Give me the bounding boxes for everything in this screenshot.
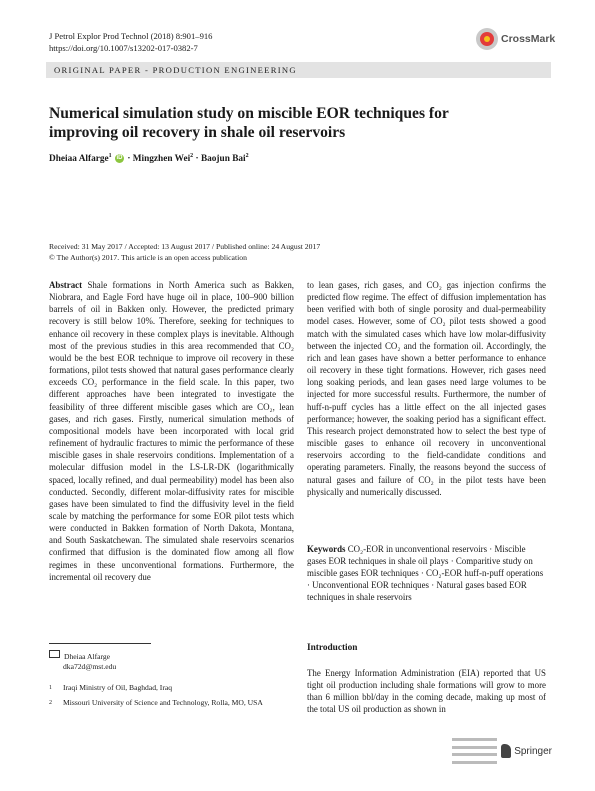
corresponding-author — [49, 651, 116, 672]
crossmark-icon — [476, 28, 498, 50]
envelope-icon — [49, 650, 60, 658]
crossmark-label: CrossMark — [501, 33, 556, 45]
journal-header — [49, 30, 212, 54]
journal-doi[interactable]: https://doi.org/10.1007/s13202-017-0382-7 — [49, 43, 198, 53]
author-list — [49, 154, 249, 164]
history-dates: Received: 31 May 2017 / Accepted: 13 August 2017 / Published online: 24 August 2017 — [49, 242, 321, 251]
affiliation-text: Missouri University of Science and Technology, Rolla, MO, USA — [63, 698, 263, 707]
journal-citation: J Petrol Explor Prod Technol (2018) 8:901–916 — [49, 31, 213, 41]
corresponding-name: Dheiaa Alfarge — [64, 652, 111, 661]
abstract-column-1 — [49, 279, 294, 583]
introduction-heading: Introduction — [307, 643, 358, 653]
crossmark-badge[interactable] — [476, 26, 556, 52]
keywords-label: Keywords — [307, 544, 346, 554]
article-dates — [49, 241, 320, 263]
publisher-name: Springer — [514, 745, 552, 757]
springer-horse-icon — [501, 744, 511, 758]
author-affil-sup: 2 — [190, 152, 194, 159]
affiliation-1 — [49, 683, 294, 693]
author-separator: · — [195, 154, 199, 164]
affiliation-text: Iraqi Ministry of Oil, Baghdad, Iraq — [63, 683, 173, 692]
paper-title: Numerical simulation study on miscible EOR techniques for improving oil recovery in shale oil reservoirs — [49, 105, 449, 141]
keywords-text: CO₂-EOR in unconventional reservoirs · Miscible gases EOR techniques in shale oil plays · Comparitive study on miscible gases EOR techniques · CO₂-EOR huff-n-puff operations · Unconventional EOR techniques · Natural gases based EOR techniques in shale reservoirs — [307, 544, 544, 603]
author-separator: · — [127, 154, 131, 164]
abstract-column-2 — [307, 279, 546, 498]
author-name[interactable]: Mingzhen Wei — [132, 154, 191, 164]
orcid-icon[interactable]: iD — [116, 155, 123, 162]
abstract-text-2: to lean gases, rich gases, and CO₂ gas injection confirms the predicted flow regime. The effect of diffusion implementation has been verified with both of single porosity and dual-permeability model cases. However, some of CO₂ pilot tests showed a good match with the simulated cases which have low molar-diffusivity between the injected CO₂ and the formation oil. Accordingly, the rich and lean gases have shown a better performance to enhance oil recovery in these tight formations. However, rich gases need long soaking periods, and lean gases need large volumes to be injected for more successful results. Furthermore, the number of huff-n-puff cycles has a little effect on the all injected gases performance; however, the soaking period has a significant effect. This research project demonstrated how to select the best type of miscible gases to enhance oil recovery in unconventional reservoirs according to the field-candidate conditions and operating parameters. Finally, the reasons beyond the success of natural gases and failure of CO₂ in the pilot tests have been physically and numerically discussed. — [307, 280, 546, 497]
copyright-line: © The Author(s) 2017. This article is an open access publication — [49, 253, 247, 262]
open-access-badge — [452, 738, 497, 764]
author-name[interactable]: Dheiaa Alfarge — [49, 154, 109, 164]
corresponding-email[interactable]: dka72d@mst.edu — [63, 662, 117, 672]
affiliation-number: 1 — [49, 685, 52, 691]
keywords-block — [307, 543, 546, 603]
publisher-logo — [452, 736, 552, 766]
affiliation-2 — [49, 698, 294, 708]
affiliation-number: 2 — [49, 700, 52, 706]
abstract-text-1: Shale formations in North America such as Bakken, Niobrara, and Eagle Ford have huge oil in place, 100–900 billion barrels of oil in Bakken only. However, the predicted primary recovery is still below 10%. Therefore, seeking for techniques to enhance oil recovery in these complex plays is inevitable. Although most of the previous studies in this area recommended that CO₂ would be the best EOR technique to improve oil recovery in these formations, pilot tests showed that natural gases performance clearly exceeds CO₂ performance in the field scale. In this paper, two different approaches have been integrated to investigate the feasibility of three different miscible gases which are CO₂, lean gases, and rich gases. Firstly, numerical simulation methods of compositional models have been incorporated with local grid refinement of hydraulic fractures to mimic the performance of these miscible gases in shale reservoirs conditions. Implementation of a molecular diffusion model in the LS-LR-DK (logarithmically spaced, locally refined, and dual permeability) model has been also conducted. Secondly, different molar-diffusivity rates for miscible gases have been simulated to find the diffusivity level in the field scale by matching the performance for some EOR pilot tests which were conducted in Bakken formation of North Dakota, Montana, and South Saskatchewan. The simulated shale reservoirs scenarios confirmed that diffusion is the dominated flow among all flow regimes in these unconventional formations. Furthermore, the incremental oil recovery due — [49, 280, 295, 582]
abstract-label: Abstract — [49, 280, 83, 290]
author-name[interactable]: Baojun Bai — [200, 154, 246, 164]
footnote-divider — [49, 643, 151, 644]
introduction-text: The Energy Information Administration (EIA) reported that US tight oil production including shale formations will grow to more than 6 million bbl/day in the coming decade, making up most of the total US oil production as shown in — [307, 668, 546, 715]
author-affil-sup: 1 — [108, 152, 112, 159]
section-bar: ORIGINAL PAPER - PRODUCTION ENGINEERING — [46, 62, 551, 78]
author-affil-sup: 2 — [245, 152, 249, 159]
